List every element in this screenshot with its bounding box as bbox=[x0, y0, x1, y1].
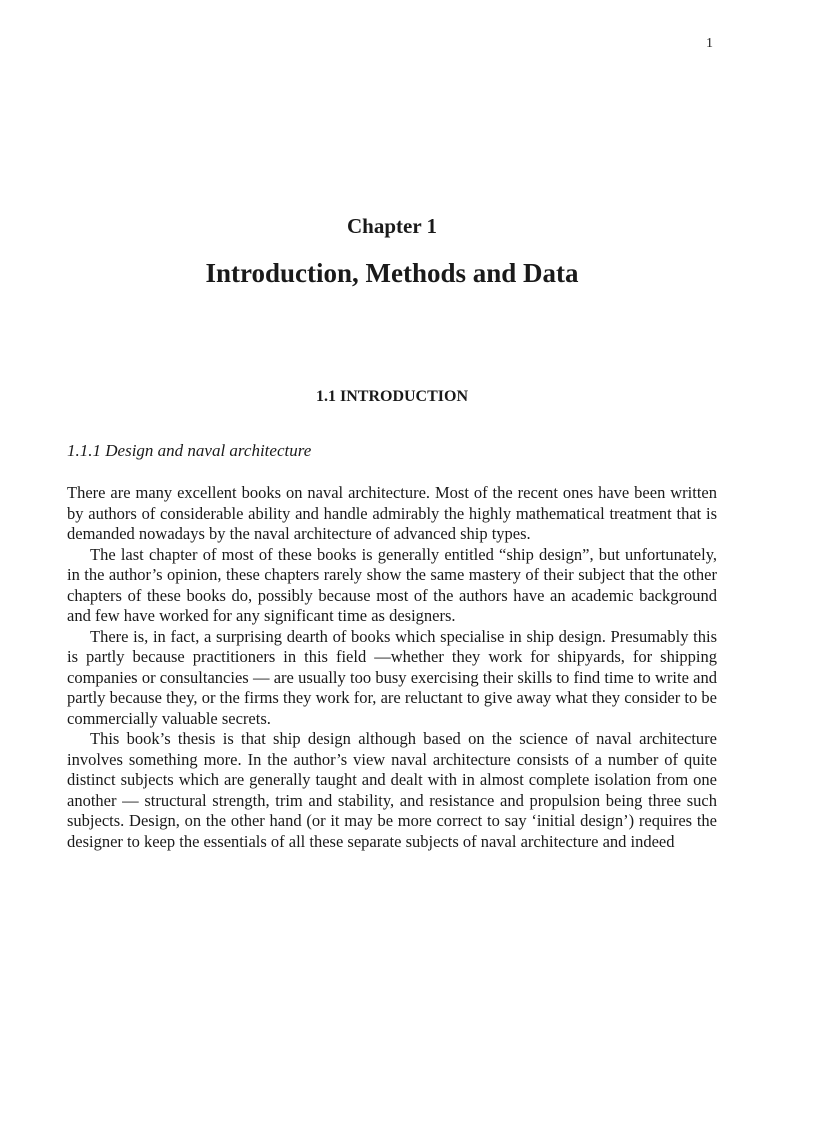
body-text bbox=[67, 483, 717, 852]
section-heading: 1.1 INTRODUCTION bbox=[315, 388, 468, 405]
subsection-heading: 1.1.1 Design and naval architecture bbox=[67, 441, 312, 460]
paragraph-1: There are many excellent books on naval architecture. Most of the recent ones have been written by authors of considerable ability and handle admirably the highly mathematical treatment that is demanded nowadays by the naval architecture of advanced ship types. bbox=[67, 483, 717, 543]
paragraph-4: This book’s thesis is that ship design although based on the science of naval architecture involves something more. In the author’s view naval architecture consists of a number of quite distinct subjects which are generally taught and dealt with in almost complete isolation from one another — structural strength, trim and stability, and resistance and propulsion being three such subjects. Design, on the other hand (or it may be more correct to say ‘initial design’) requires the designer to keep the essentials of all these separate subjects of naval architecture and indeed bbox=[67, 729, 717, 851]
paragraph-2: The last chapter of most of these books is generally entitled “ship design”, but unfortunately, in the author’s opinion, these chapters rarely show the same mastery of their subject that the other chapters of these books do, possibly because most of the authors have an academic background and few have worked for any significant time as designers. bbox=[67, 544, 717, 625]
chapter-label: Chapter 1 bbox=[346, 214, 438, 238]
paragraph-3: There is, in fact, a surprising dearth of books which specialise in ship design. Presumably this is partly because practitioners in this field —whether they work for shipyards, for shipping companies or consultancies — are usually too busy exercising their skills to find time to write and partly because they, or the firms they work for, are reluctant to give away what they consider to be commercially valuable secrets. bbox=[67, 626, 717, 728]
chapter-title: Introduction, Methods and Data bbox=[205, 258, 579, 288]
page-number: 1 bbox=[706, 36, 713, 51]
